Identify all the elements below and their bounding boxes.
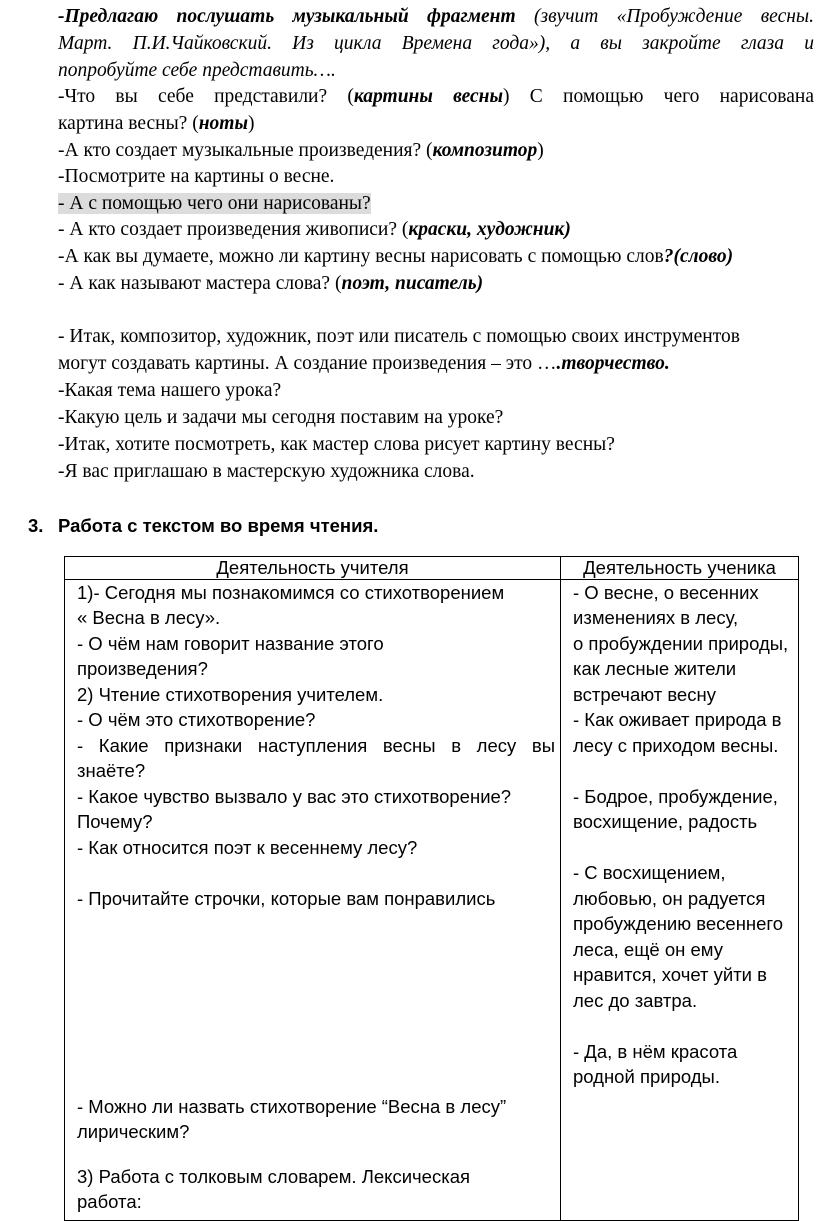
question-1-text: -Что вы себе представили? ( [58,86,354,107]
student-line: нравится, хочет уйти в [573,964,767,985]
section-heading [28,514,378,538]
question-11: -Я вас приглашаю в мастерскую художника слова. [58,461,475,482]
student-line: лес до завтра. [573,990,698,1011]
student-line: лесу с приходом весны. [573,735,779,756]
table-header-row [65,557,799,580]
student-line: - Как оживает природа в [573,709,782,730]
section-number: 3. [28,515,44,536]
question-2-text: -А кто создает музыкальные произведения? ( [58,140,433,161]
intro-bold-phrase: -Предлагаю послушать музыкальный фрагмент [58,6,516,27]
question-4 [58,191,371,217]
question-7-text: - А как называют мастера слова? ( [58,273,342,294]
intro-line-3: попробуйте себе представить…. [58,60,336,81]
question-7-answer: поэт, писатель) [341,273,484,294]
teacher-activity-cell [65,580,561,1221]
question-9: -Какую цель и задачи мы сегодня поставим на уроке? [58,407,504,428]
question-3: -Посмотрите на картины о весне. [58,166,335,187]
table-row [65,580,799,1221]
summary-line-2 [58,351,670,377]
section-title: Работа с текстом во время чтения. [58,515,379,536]
question-1b-answer: ноты [198,113,248,134]
teacher-line: работа: [77,1191,142,1212]
activity-table [64,556,799,1221]
question-1b-text: картина весны? ( [58,113,199,134]
teacher-line: - Как относится поэт к весеннему лесу? [77,837,418,858]
student-line: изменениях в лесу, [573,607,739,628]
student-line: - С восхищением, [573,862,726,883]
teacher-line: знаёте? [77,760,146,781]
summary-line-1: - Итак, композитор, художник, поэт или писатель с помощью своих инструментов [58,326,740,347]
student-line: леса, ещё он ему [573,939,723,960]
question-1b-end: ) [247,113,255,134]
teacher-line: « Весна в лесу». [77,607,221,628]
intro-italic-phrase: (звучит «Пробуждение весны. [515,6,814,27]
question-1-line-2 [58,111,254,137]
question-7 [58,271,483,297]
intro-line-2: Март. П.И.Чайковский. Из цикла Времена года»), а вы закройте глаза и [58,33,814,54]
teacher-line: 3) Работа с толковым словарем. Лексическая [77,1166,471,1187]
teacher-line: - Прочитайте строчки, которые вам понравились [77,888,496,909]
teacher-line: 2) Чтение стихотворения учителем. [77,684,384,705]
student-line: любовью, он радуется [573,888,766,909]
question-8: -Какая тема нашего урока? [58,380,282,401]
teacher-line: - Можно ли назвать стихотворение “Весна в лесу” [77,1096,507,1117]
question-5 [58,217,571,243]
student-line: как лесные жители [573,658,737,679]
column-header-student: Деятельность ученика [561,557,799,580]
teacher-line: - Какие признаки наступления весны в лесу вы [77,735,555,756]
question-1-rest: ) С помощью чего нарисована [503,86,814,107]
student-line: - Бодрое, пробуждение, [573,786,778,807]
teacher-line: - О чём это стихотворение? [77,709,316,730]
teacher-line: 1)- Сегодня мы познакомимся со стихотворением [77,582,505,603]
teacher-line: произведения? [77,658,208,679]
student-line: родной природы. [573,1066,720,1087]
student-activity-cell [561,580,799,1221]
column-header-teacher: Деятельность учителя [65,557,561,580]
question-6-text: -А как вы думаете, можно ли картину весны нарисовать с помощью слов [58,246,664,267]
highlighted-question: - А с помощью чего они нарисованы? [58,193,371,214]
student-line: - Да, в нём красота [573,1041,738,1062]
question-5-answer: краски, художник) [408,219,571,240]
question-10: -Итак, хотите посмотреть, как мастер слова рисует картину весны? [58,434,615,455]
summary-answer: .творчество. [556,353,670,374]
question-5-text: - А кто создает произведения живописи? ( [58,219,409,240]
student-line: пробуждению весеннего [573,913,784,934]
teacher-line: - Какое чувство вызвало у вас это стихотворение? [77,786,512,807]
question-1-answer: картины весны [353,86,504,107]
student-line: встречают весну [573,684,716,705]
question-6-answer: ?(слово) [663,246,734,267]
summary-text: могут создавать картины. А создание произведения – это … [58,353,557,374]
question-1 [58,84,814,110]
student-line: о пробуждении природы, [573,633,789,654]
intro-line-1 [58,4,814,30]
question-6 [58,244,733,270]
student-line: восхищение, радость [573,811,758,832]
question-2 [58,138,544,164]
student-line: - О весне, о весенних [573,582,759,603]
question-2-answer: композитор [432,140,538,161]
teacher-line: лирическим? [77,1121,190,1142]
teacher-line: - О чём нам говорит название этого [77,633,384,654]
question-2-end: ) [537,140,544,161]
teacher-line: Почему? [77,811,153,832]
